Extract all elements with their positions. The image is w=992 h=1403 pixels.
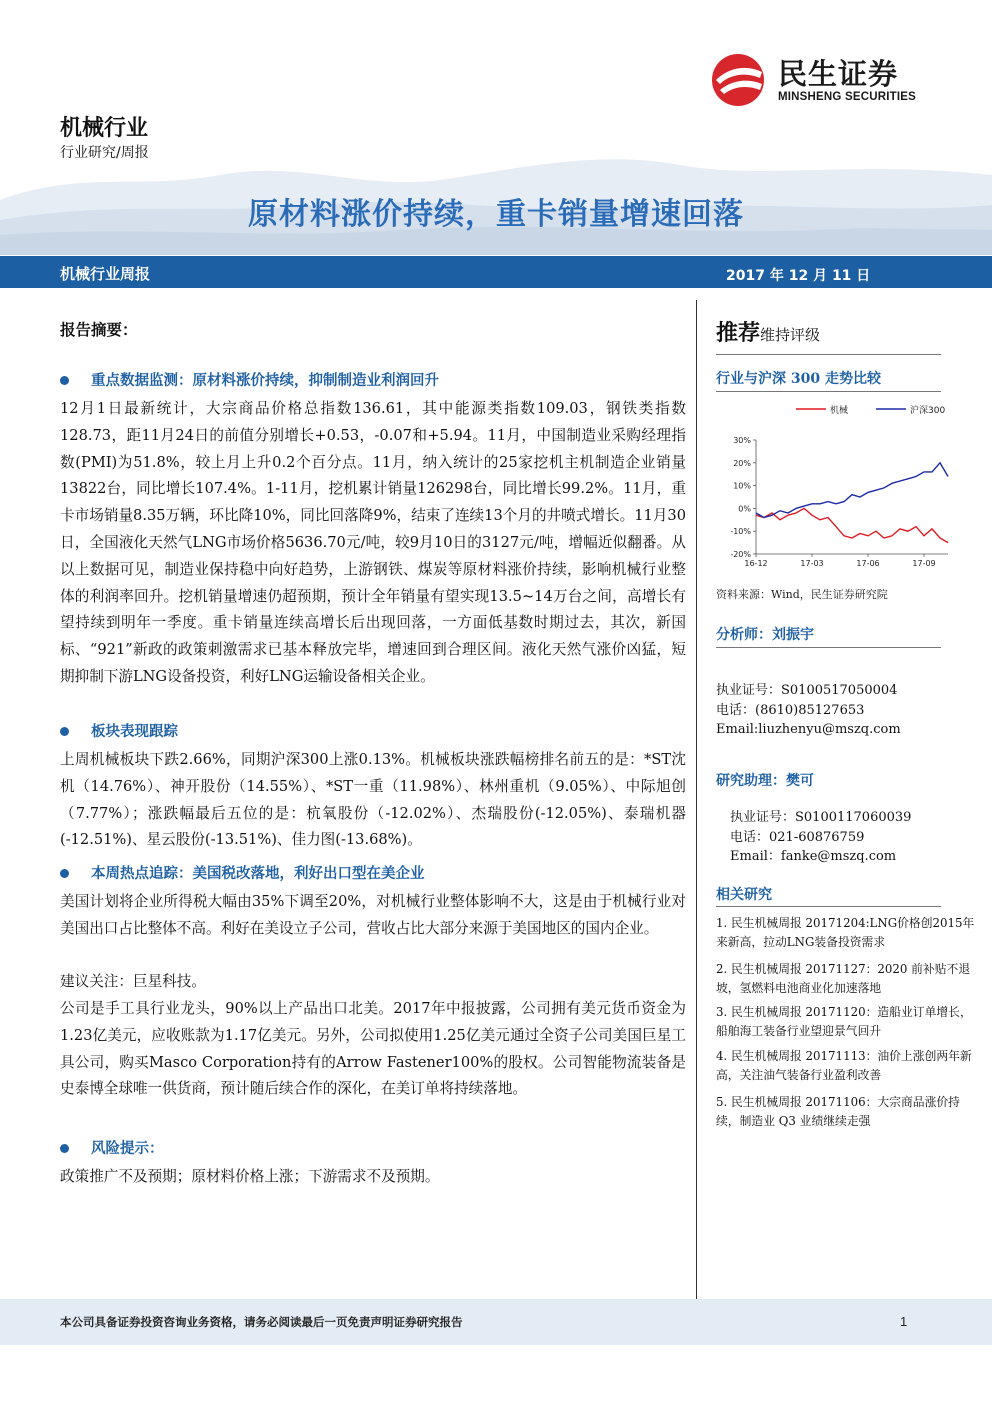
section-paragraph: 上周机械板块下跌2.66%，同期沪深300上涨0.13%。机械板块涨跌幅榜排名前五的是：*ST沈机（14.76%）、神开股份（14.55%）、*ST一重（11.98%）、林州重机（9.05%）、中际旭创（7.77%）；涨跌幅最后五位的是：杭氧股份（-12.02%）、杰瑞股份(-12.05%)、泰瑞机器(-12.51%)、星云股份(-13.51%)、佳力图(-13.68%)。 <box>60 751 686 849</box>
related-item[interactable]: 1. 民生机械周报 20171204:LNG价格创2015年来新高，拉动LNG装备投资需求 <box>716 916 975 949</box>
section-paragraph: 政策推广不及预期；原材料价格上涨；下游需求不及预期。 <box>60 1168 440 1185</box>
rating-note: 维持评级 <box>760 326 821 344</box>
analyst-heading: 分析师：刘振宇 <box>716 627 814 643</box>
column-divider <box>696 300 697 1300</box>
analyst-contact <box>716 681 901 740</box>
assistant-contact <box>730 808 911 867</box>
analyst-phone: 电话：(8610)85127653 <box>716 702 865 718</box>
bullet-icon <box>60 376 69 385</box>
footer-disclaimer: 本公司具备证券投资咨询业务资格，请务必阅读最后一页免责声明证券研究报告 <box>60 1315 463 1329</box>
section-paragraph: 公司是手工具行业龙头，90%以上产品出口北美。2017年中报披露，公司拥有美元货币资金为1.23亿美元，应收账款为1.17亿美元。另外，公司拟使用1.25亿美元通过全资子公司美国巨星工具公司，购买Masco Corporation持有的Arrow Fastener100%的股权。公司智能物流装备是史泰博全球唯一供货商，预计随后续合作的深化，在美订单将持续落地。 <box>60 1000 686 1098</box>
bullet-icon <box>60 1144 69 1153</box>
x-tick-label: 16-12 <box>744 559 768 568</box>
section-heading-risk: 风险提示： <box>60 1137 164 1158</box>
industry-label: 机械行业 <box>60 116 149 141</box>
related-item[interactable]: 2. 民生机械周报 20171127：2020 前补贴不退坡，氢燃料电池商业化加速落地 <box>716 962 971 995</box>
report-type: 行业研究/周报 <box>60 145 149 161</box>
rating <box>716 316 820 347</box>
analyst-license: 执业证号：S0100517050004 <box>716 683 898 698</box>
x-tick-label: 17-06 <box>856 559 880 568</box>
y-tick-label: -10% <box>730 527 751 537</box>
y-tick-label: 20% <box>733 458 751 468</box>
assistant-phone: 电话：021-60876759 <box>730 829 865 845</box>
brand-name-en: MINSHENG SECURITIES <box>778 91 916 103</box>
divider <box>716 354 941 355</box>
section-heading-sector: 板块表现跟踪 <box>60 720 178 741</box>
divider <box>716 647 941 648</box>
chart-heading: 行业与沪深 300 走势比较 <box>716 371 881 387</box>
related-item[interactable]: 4. 民生机械周报 20171113：油价上涨创两年新高，关注油气装备行业盈利改善 <box>716 1049 972 1082</box>
assistant-license: 执业证号：S0100117060039 <box>730 810 912 825</box>
brand-name-cn: 民生证券 <box>778 57 899 91</box>
section-paragraph: 美国计划将企业所得税大幅由35%下调至20%，对机械行业整体影响不大，这是由于机械行业对美国出口占比整体不高。利好在美设立子公司，营收占比大部分来源于美国地区的国内企业。 <box>60 893 686 937</box>
analyst-email[interactable]: Email:liuzhenyu@mszq.com <box>716 722 901 737</box>
divider <box>716 391 941 392</box>
y-tick-label: -20% <box>730 550 751 559</box>
report-series: 机械行业周报 <box>60 265 151 283</box>
report-date: 2017 年 12 月 11 日 <box>726 268 871 284</box>
legend-label: 沪深300 <box>910 406 946 416</box>
legend-label: 机械 <box>830 406 849 416</box>
bullet-icon <box>60 727 69 736</box>
y-tick-label: 0% <box>738 504 751 514</box>
section-paragraph: 建议关注：巨星科技。 <box>60 973 206 990</box>
trend-chart <box>716 396 956 576</box>
abstract-heading: 报告摘要： <box>60 320 138 339</box>
assistant-email[interactable]: Email：fanke@mszq.com <box>730 849 897 864</box>
divider <box>716 906 941 907</box>
rating-value: 推荐 <box>716 321 761 346</box>
section-paragraph: 12月1日最新统计，大宗商品价格总指数136.61，其中能源类指数109.03，钢铁类指数128.73，距11月24日的前值分别增长+0.53，-0.07和+5.94。11月，中国制造业采购经理指数(PMI)为51.8%，较上月上升0.2个百分点。11月，纳入统计的25家挖机主机制造企业销量13822台，同比增长107.4%。1-11月，挖机累计销量126298台，同比增长99.2%。11月，重卡市场销量8.35万辆，环比降10%，同比回落降9%，结束了连续13个月的井喷式增长。11月30日，全国液化天然气LNG市场价格5636.70元/吨，较9月10日的3127元/吨，增幅近似翻番。从以上数据可见，制造业保持稳中向好趋势，上游钢铁、煤炭等原材料涨价持续，影响机械行业整体的利润率回升。挖机销量增速仍超预期，预计全年销量有望实现13.5~14万台之间，高增长有望持续到明年一季度。重卡销量连续高增长后出现回落，一方面低基数时期过去，其次，新国标、“921”新政的政策刺激需求已基本释放完毕，增速回到合理区间。液化天然气涨价凶猛，短期抑制下游LNG设备投资，利好LNG运输设备相关企业。 <box>60 400 686 685</box>
section-heading-data: 重点数据监测：原材料涨价持续，抑制制造业利润回升 <box>60 369 439 390</box>
y-tick-label: 10% <box>733 481 751 491</box>
x-tick-label: 17-03 <box>800 559 824 568</box>
assistant-heading: 研究助理：樊可 <box>716 773 814 789</box>
bullet-icon <box>60 869 69 878</box>
related-item[interactable]: 3. 民生机械周报 20171120：造船业订单增长，船舶海工装备行业望迎景气回升 <box>716 1005 972 1038</box>
section-heading-hotspot: 本周热点追踪：美国税改落地，利好出口型在美企业 <box>60 862 425 883</box>
chart-source: 资料来源：Wind，民生证券研究院 <box>716 588 888 601</box>
y-tick-label: 30% <box>733 436 751 445</box>
page-number: 1 <box>900 1314 908 1329</box>
related-item[interactable]: 5. 民生机械周报 20171106：大宗商品涨价持续，制造业 Q3 业绩继续走强 <box>716 1095 960 1128</box>
series-line <box>756 463 948 518</box>
x-tick-label: 17-09 <box>912 559 936 568</box>
series-line <box>756 508 948 542</box>
related-heading: 相关研究 <box>716 887 772 903</box>
report-title: 原材料涨价持续，重卡销量增速回落 <box>248 197 744 232</box>
